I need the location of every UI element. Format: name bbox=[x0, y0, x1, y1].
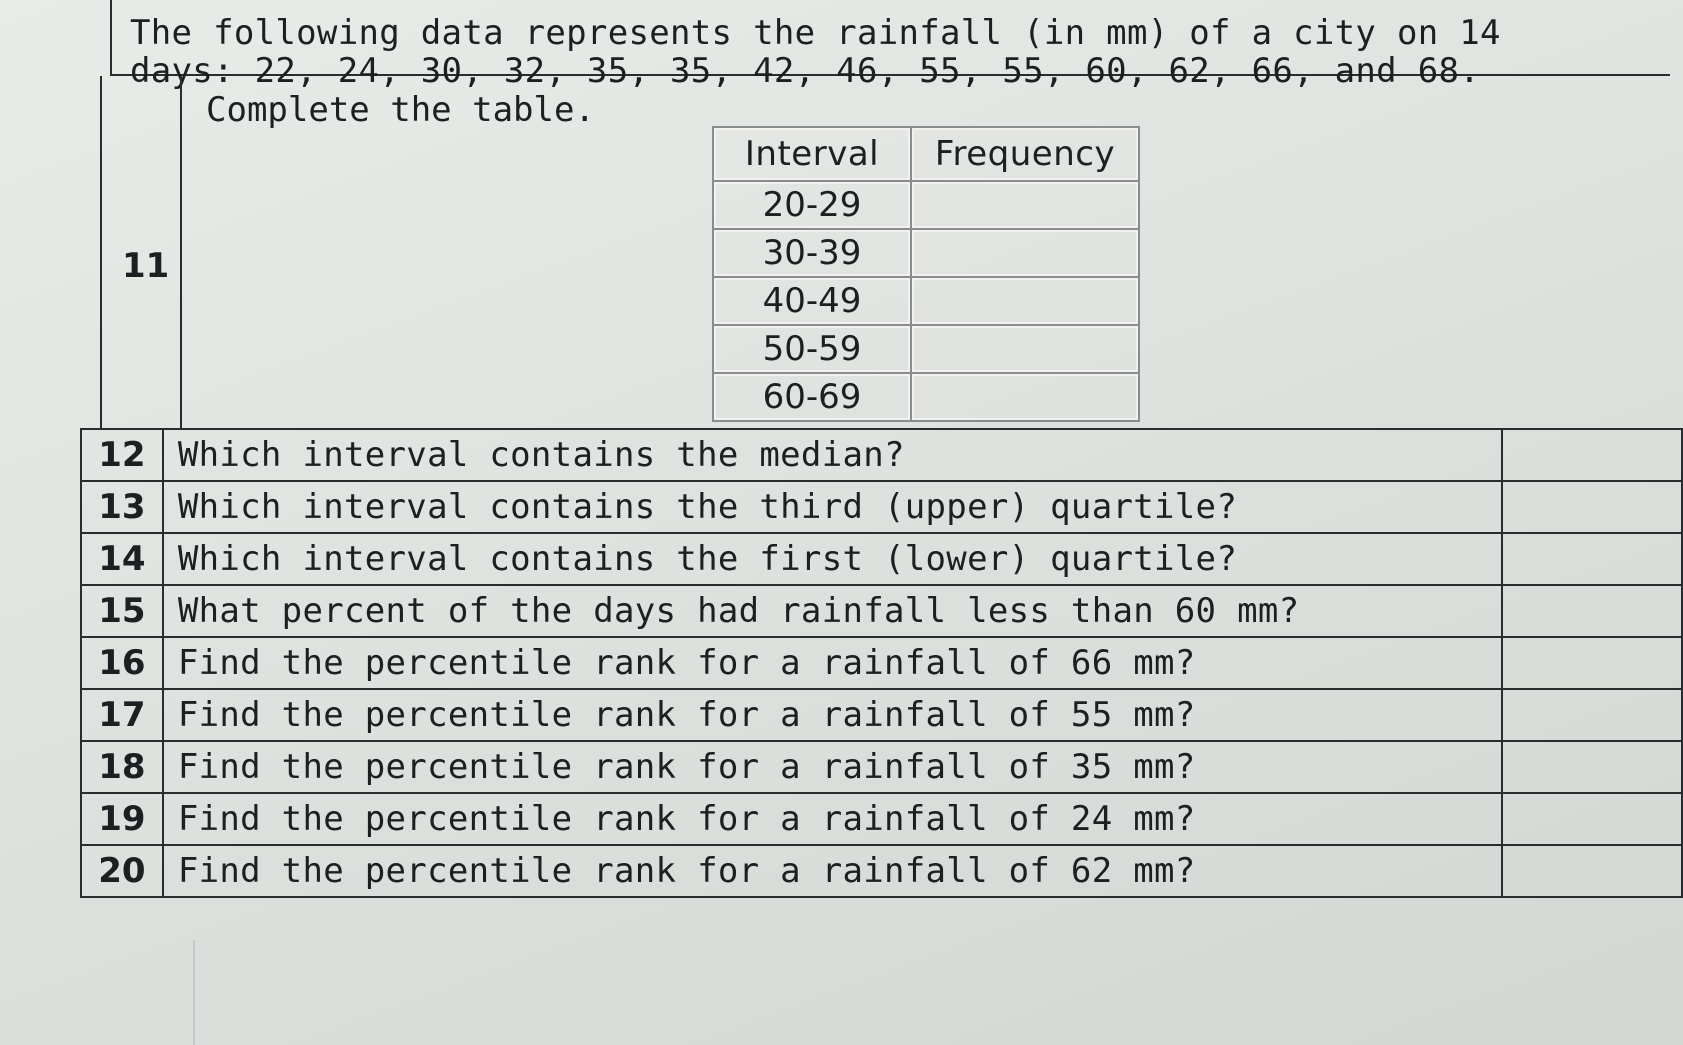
question-number: 17 bbox=[81, 689, 163, 741]
interval-cell: 30-39 bbox=[713, 229, 911, 277]
answer-cell[interactable] bbox=[1502, 793, 1682, 845]
problem-statement bbox=[110, 0, 1670, 91]
answer-cell[interactable] bbox=[1502, 533, 1682, 585]
margin-line bbox=[193, 940, 195, 1045]
interval-cell: 60-69 bbox=[713, 373, 911, 421]
answer-cell[interactable] bbox=[1502, 429, 1682, 481]
question-text: Find the percentile rank for a rainfall of 24 mm? bbox=[163, 793, 1502, 845]
question-number: 12 bbox=[81, 429, 163, 481]
question-number: 16 bbox=[81, 637, 163, 689]
answer-cell[interactable] bbox=[1502, 481, 1682, 533]
question-number: 20 bbox=[81, 845, 163, 897]
question-number: 14 bbox=[81, 533, 163, 585]
question-row bbox=[81, 689, 1682, 741]
question-row bbox=[81, 429, 1682, 481]
question-number: 19 bbox=[81, 793, 163, 845]
question-text: Which interval contains the first (lower) quartile? bbox=[163, 533, 1502, 585]
question-number: 15 bbox=[81, 585, 163, 637]
problem-line-1: The following data represents the rainfall (in mm) of a city on 14 bbox=[130, 13, 1501, 53]
question-text: Find the percentile rank for a rainfall of 55 mm? bbox=[163, 689, 1502, 741]
question-number: 18 bbox=[81, 741, 163, 793]
table-row bbox=[713, 181, 1139, 229]
question-row bbox=[81, 481, 1682, 533]
table-row bbox=[713, 325, 1139, 373]
frequency-cell[interactable] bbox=[911, 229, 1139, 277]
question-row bbox=[81, 637, 1682, 689]
interval-header: Interval bbox=[713, 127, 911, 181]
frequency-cell[interactable] bbox=[911, 277, 1139, 325]
frequency-cell[interactable] bbox=[911, 373, 1139, 421]
answer-cell[interactable] bbox=[1502, 689, 1682, 741]
answer-cell[interactable] bbox=[1502, 637, 1682, 689]
question-text: What percent of the days had rainfall less than 60 mm? bbox=[163, 585, 1502, 637]
frequency-cell[interactable] bbox=[911, 181, 1139, 229]
answer-cell[interactable] bbox=[1502, 585, 1682, 637]
question-text: Which interval contains the median? bbox=[163, 429, 1502, 481]
question-number-cell bbox=[102, 76, 182, 428]
question-row bbox=[81, 585, 1682, 637]
questions-table bbox=[80, 428, 1683, 898]
question-row bbox=[81, 793, 1682, 845]
frequency-cell[interactable] bbox=[911, 325, 1139, 373]
question-text: Which interval contains the third (upper) quartile? bbox=[163, 481, 1502, 533]
interval-cell: 50-59 bbox=[713, 325, 911, 373]
answer-cell[interactable] bbox=[1502, 845, 1682, 897]
question-row bbox=[81, 533, 1682, 585]
table-row bbox=[713, 229, 1139, 277]
frequency-header: Frequency bbox=[911, 127, 1139, 181]
answer-cell[interactable] bbox=[1502, 741, 1682, 793]
table-row bbox=[713, 277, 1139, 325]
table-row bbox=[713, 373, 1139, 421]
question-row bbox=[81, 741, 1682, 793]
question-text: Find the percentile rank for a rainfall of 66 mm? bbox=[163, 637, 1502, 689]
interval-cell: 20-29 bbox=[713, 181, 911, 229]
question-text: Find the percentile rank for a rainfall of 35 mm? bbox=[163, 741, 1502, 793]
question-number: 13 bbox=[81, 481, 163, 533]
problem-line-2: days: 22, 24, 30, 32, 35, 35, 42, 46, 55, 55, 60, 62, 66, and 68. bbox=[130, 51, 1481, 91]
question-text: Find the percentile rank for a rainfall of 62 mm? bbox=[163, 845, 1502, 897]
question-instruction: Complete the table. bbox=[206, 90, 595, 130]
frequency-table-header bbox=[713, 127, 1139, 181]
question-number: 11 bbox=[122, 246, 170, 286]
question-row bbox=[81, 845, 1682, 897]
interval-cell: 40-49 bbox=[713, 277, 911, 325]
frequency-table bbox=[712, 126, 1140, 422]
